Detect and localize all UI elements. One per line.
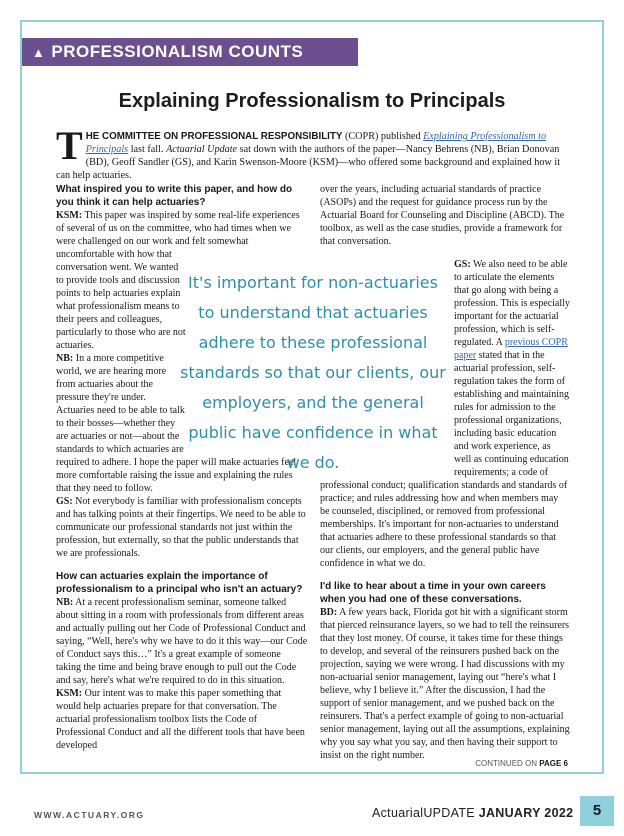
paper-link[interactable]: Explaining Professionalism to Principals <box>85 131 547 155</box>
answer-text: In a more competitive world, we are hearing more from actuaries about the pressure they're under. Actuaries need to be able to talk to their bosses—whether they are actuaries or not—about the standards to which actuaries are <box>56 353 185 455</box>
answer-ksm <box>56 687 308 752</box>
question-heading: What inspired you to write this paper, and how do you think it can help actuaries? <box>56 184 293 208</box>
answer-nb-continued: required to adhere. I hope the paper will make actuaries feel more comfortable raising the issue and explaining the rules that they need to follow. <box>56 457 297 494</box>
page-number: 5 <box>580 796 614 826</box>
intro-text: (COPR) published <box>342 131 424 142</box>
intro-lead: HE COMMITTEE ON PROFESSIONAL RESPONSIBILITY <box>85 131 343 142</box>
section-banner <box>22 38 358 66</box>
answer-text: We also need to be able to articulate the elements that go along with being a profession. This is especially important for the actuarial profession, which is self-regulated. A <box>454 259 570 348</box>
speaker-label: NB: <box>56 597 74 608</box>
speaker-label: GS: <box>56 496 73 507</box>
footer-magazine <box>372 806 573 820</box>
answer-ksm-continued: uncomfortable with how that conversation went. We wanted to provide tools and discussion points to help actuaries explain what professionalism means to their peers and colleagues, particularly to those who are not actuaries. <box>56 249 186 351</box>
footer-url[interactable]: WWW.ACTUARY.ORG <box>34 810 145 820</box>
intro-text: sat down with the authors of the paper—Nancy Behrens (NB), Brian Donovan (BD), Geoff Sandler (GS), and Karin Swenson-Moore (KSM)—who offered some background and explained how it can help actuaries. <box>56 144 561 181</box>
speaker-label: NB: <box>56 353 74 364</box>
previous-paper-link[interactable]: previous COPR paper <box>454 337 568 361</box>
answer-nb <box>56 352 186 456</box>
answer-text: This paper was inspired by some real-life experiences of several of us on the committee, who had times when we were challenged on our work and felt somewhat <box>56 210 300 247</box>
answer-ksm <box>56 209 308 248</box>
answer-gs-continued: professional conduct; qualification standards and standards of practice; and rules addressing how and when members may be counseled, disciplined, or removed from professional memberships. It's important for non-actuaries to understand that actuaries adhere to these professional standards so that our clients, our employers, and the general public have confidence in what we do. <box>320 480 568 569</box>
speaker-label: BD: <box>320 607 338 618</box>
answer-text: A few years back, Florida got hit with a significant storm that pierced reinsurance layers, so we had to tell the reinsurers that they lost money. Of course, it takes time for these things to develop, and several of the reinsurers pushed back on the projection, saying we were wrong. I had discussions with my non-actuarial senior management, laying out “here's what I believe, why I believe it.” After the discussion, I had the support of senior management, and we pushed back on the reinsurers. That's a perfect example of going to non-actuarial senior management, laying out all the assumptions, explaining why you say what you say, and then having their support to insist on the right number. <box>320 607 570 761</box>
answer-bd <box>320 606 570 762</box>
speaker-label: GS: <box>454 259 471 270</box>
answer-text: Our intent was to make this paper something that would help actuaries prepare for that conversation. The actuarial professionalism toolbox lists the Code of Professional Conduct and all the different tools that have been developed <box>56 688 305 751</box>
answer-text: Not everybody is familiar with professionalism concepts and has talking points at their fingertips. We need to be able to communicate our professional standards not just within the profession, but externally, so that the public understands that we are professionals. <box>56 496 306 559</box>
answer-continued: over the years, including actuarial standards of practice (ASOPs) and the request for guidance process run by the Actuarial Board for Counseling and Discipline (ABCD). The toolbox, as well as the case studies, provide a framework for that conversation. <box>320 184 565 247</box>
drop-cap: T <box>56 123 83 168</box>
article-title: Explaining Professionalism to Principals <box>118 90 506 112</box>
magazine-name: Actuarial <box>372 806 424 820</box>
continued-note[interactable] <box>475 759 568 768</box>
pull-quote: It's important for non-actuaries to understand that actuaries adhere to these professional standards so that our clients, our employers, and the general public have confidence in what we do. <box>180 273 446 472</box>
issue-date: JANUARY 2022 <box>478 806 574 820</box>
continued-text: CONTINUED ON <box>475 759 540 768</box>
question-heading: I'd like to hear about a time in your own careers when you had one of these conversations. <box>320 581 546 605</box>
intro-paragraph <box>56 123 568 182</box>
publication-name: Actuarial Update <box>166 144 238 155</box>
question-heading: How can actuaries explain the importance of professionalism to a principal who isn't an actuary? <box>56 571 303 595</box>
answer-gs <box>56 495 308 560</box>
answer-gs <box>454 258 570 479</box>
continued-page: PAGE 6 <box>539 759 568 768</box>
speaker-label: KSM: <box>56 210 83 221</box>
banner-text: PROFESSIONALISM COUNTS <box>51 42 304 61</box>
intro-text: last fall. <box>128 144 167 155</box>
magazine-name-rest: UPDATE <box>423 806 479 820</box>
answer-text: At a recent professionalism seminar, someone talked about sitting in a room with professionals from different areas and actually pulling out her Code of Professional Conduct and saying, “Well, here's why we have to do it this way—our Code of Conduct says this…” It's a great example of someone taking the time and being brave enough to pull out the Code and say, here's what we're required to do in this situation. <box>56 597 308 686</box>
answer-nb <box>56 596 308 687</box>
triangle-icon: ▲ <box>32 45 46 60</box>
answer-text: stated that in the actuarial profession, self-regulation takes the form of establishing and maintaining rules for admission to the professional organizations, including basic education and work experience, as well as continuing education requirements; a code of <box>454 350 569 478</box>
speaker-label: KSM: <box>56 688 83 699</box>
